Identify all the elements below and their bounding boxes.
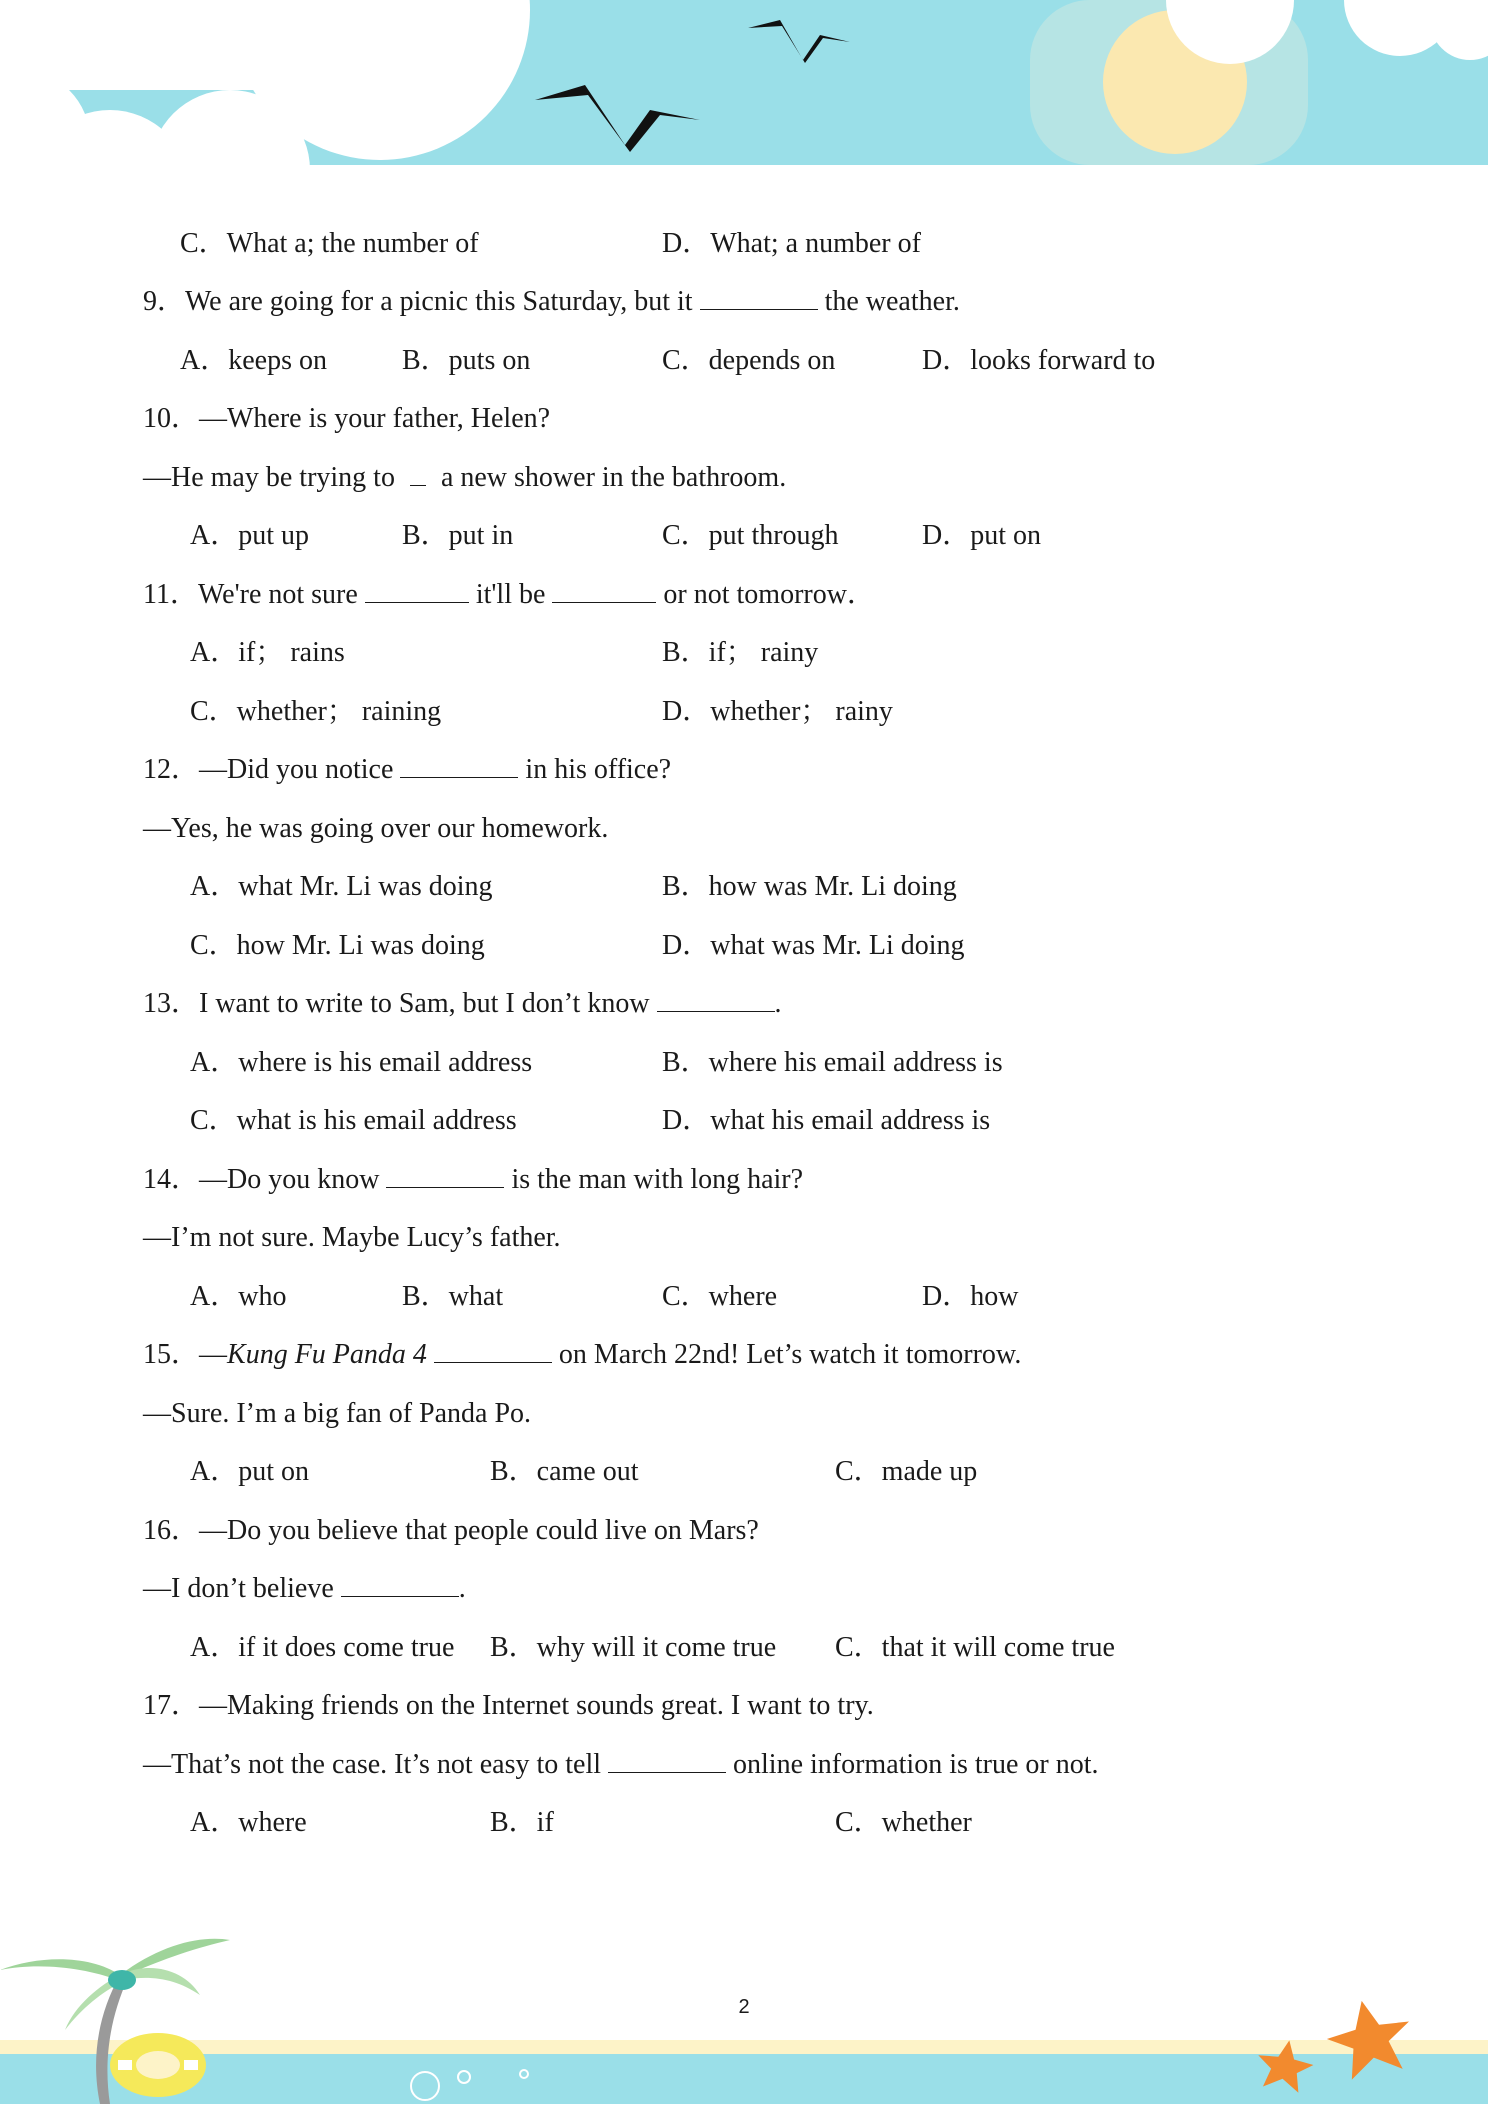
q10-option-d[interactable]: D．put on bbox=[922, 520, 1042, 551]
q13-option-c[interactable]: C．what is his email address bbox=[190, 1105, 517, 1136]
q11-blank-1[interactable] bbox=[365, 578, 469, 603]
q14-stem-text: 14．—Do you know bbox=[143, 1164, 380, 1195]
q17-reply bbox=[143, 1747, 1099, 1783]
q13-option-d[interactable]: D．what his email address is bbox=[662, 1105, 991, 1136]
q14-option-c[interactable]: C．where bbox=[662, 1281, 778, 1312]
q14-blank[interactable] bbox=[386, 1163, 504, 1188]
q11-blank-2[interactable] bbox=[552, 578, 656, 603]
q9-blank[interactable] bbox=[700, 285, 818, 310]
q9-stem-text: 9．We are going for a picnic this Saturday, but it bbox=[143, 286, 693, 317]
q11-stem-text: 11．We're not sure bbox=[143, 579, 358, 610]
q15-option-c[interactable]: C．made up bbox=[835, 1456, 978, 1487]
q17-option-c[interactable]: C．whether bbox=[835, 1807, 972, 1838]
q17-option-b[interactable]: B．if bbox=[490, 1807, 554, 1838]
q16-reply bbox=[143, 1571, 466, 1607]
q13-option-a[interactable]: A．where is his email address bbox=[190, 1047, 533, 1078]
q12-blank[interactable] bbox=[400, 753, 518, 778]
q14-stem-text-end: is the man with long hair? bbox=[511, 1164, 804, 1195]
q17-reply-text: —That’s not the case. It’s not easy to tell bbox=[143, 1749, 602, 1780]
q12-stem-text-end: in his office? bbox=[525, 754, 672, 785]
q12-option-c[interactable]: C．how Mr. Li was doing bbox=[190, 930, 485, 961]
q16-option-b[interactable]: B．why will it come true bbox=[490, 1632, 777, 1663]
q8-option-d[interactable]: D．What; a number of bbox=[662, 228, 921, 259]
q15-option-a[interactable]: A．put on bbox=[190, 1456, 310, 1487]
q15-movie-title: Kung Fu Panda 4 bbox=[227, 1339, 427, 1370]
q13-stem bbox=[143, 986, 782, 1022]
q12-option-a[interactable]: A．what Mr. Li was doing bbox=[190, 871, 493, 902]
q17-reply-text-end: online information is true or not. bbox=[733, 1749, 1099, 1780]
q14-reply: —I’m not sure. Maybe Lucy’s father. bbox=[143, 1222, 561, 1253]
q10-option-a[interactable]: A．put up bbox=[190, 520, 310, 551]
q11-stem-text-end: or not tomorrow． bbox=[663, 579, 875, 610]
q10-reply-text-end: a new shower in the bathroom. bbox=[440, 462, 787, 493]
q14-stem bbox=[143, 1162, 803, 1198]
q13-blank[interactable] bbox=[657, 987, 775, 1012]
swim-ring-icon bbox=[110, 2033, 206, 2097]
q11-option-d[interactable]: D．whether； rainy bbox=[662, 696, 893, 727]
q15-blank[interactable] bbox=[434, 1338, 552, 1363]
q12-stem-text: 12．—Did you notice bbox=[143, 754, 394, 785]
q10-stem: 10．—Where is your father, Helen? bbox=[143, 403, 551, 434]
q12-option-d[interactable]: D．what was Mr. Li doing bbox=[662, 930, 965, 961]
q17-blank[interactable] bbox=[608, 1748, 726, 1773]
q14-option-d[interactable]: D．how bbox=[922, 1281, 1019, 1312]
q11-option-b[interactable]: B．if； rainy bbox=[662, 637, 819, 668]
q11-stem-text-mid: it'll be bbox=[475, 579, 546, 610]
q15-stem-text-end: on March 22nd! Let’s watch it tomorrow. bbox=[558, 1339, 1022, 1370]
q8-option-c[interactable]: C．What a; the number of bbox=[180, 228, 479, 259]
q12-option-b[interactable]: B．how was Mr. Li doing bbox=[662, 871, 957, 902]
q9-option-c[interactable]: C．depends on bbox=[662, 345, 836, 376]
q10-reply bbox=[143, 460, 786, 496]
q15-option-b[interactable]: B．came out bbox=[490, 1456, 639, 1487]
q12-stem bbox=[143, 752, 671, 788]
q9-option-d[interactable]: D．looks forward to bbox=[922, 345, 1156, 376]
page-number: 2 bbox=[738, 1996, 750, 2018]
q16-reply-text-end: . bbox=[458, 1573, 466, 1604]
q11-option-c[interactable]: C．whether； raining bbox=[190, 696, 442, 727]
q10-option-c[interactable]: C．put through bbox=[662, 520, 839, 551]
q17-stem: 17．—Making friends on the Internet sounds great. I want to try. bbox=[143, 1690, 874, 1721]
q10-blank[interactable] bbox=[410, 461, 426, 486]
q17-option-a[interactable]: A．where bbox=[190, 1807, 307, 1838]
q16-blank[interactable] bbox=[341, 1572, 459, 1597]
q10-option-b[interactable]: B．put in bbox=[402, 520, 514, 551]
q14-option-b[interactable]: B．what bbox=[402, 1281, 504, 1312]
footer-beach-decoration bbox=[0, 1930, 1488, 2104]
q11-stem bbox=[143, 577, 875, 613]
q15-stem-number: 15．— bbox=[143, 1339, 228, 1370]
q14-option-a[interactable]: A．who bbox=[190, 1281, 287, 1312]
q9-stem-text-end: the weather. bbox=[824, 286, 960, 317]
q9-stem bbox=[143, 284, 960, 320]
q12-reply: —Yes, he was going over our homework. bbox=[143, 813, 609, 844]
q11-option-a[interactable]: A．if； rains bbox=[190, 637, 345, 668]
q15-stem bbox=[143, 1337, 1021, 1373]
q16-stem: 16．—Do you believe that people could live on Mars? bbox=[143, 1515, 759, 1546]
q15-reply: —Sure. I’m a big fan of Panda Po. bbox=[143, 1398, 532, 1429]
q9-option-b[interactable]: B．puts on bbox=[402, 345, 531, 376]
q13-option-b[interactable]: B．where his email address is bbox=[662, 1047, 1003, 1078]
q13-stem-text: 13．I want to write to Sam, but I don’t know bbox=[143, 988, 650, 1019]
q9-option-a[interactable]: A．keeps on bbox=[180, 345, 327, 376]
q16-option-a[interactable]: A．if it does come true bbox=[190, 1632, 455, 1663]
q16-option-c[interactable]: C．that it will come true bbox=[835, 1632, 1115, 1663]
q10-reply-text: —He may be trying to bbox=[143, 462, 395, 493]
q16-reply-text: —I don’t believe bbox=[143, 1573, 334, 1604]
q13-stem-text-end: . bbox=[774, 988, 782, 1019]
